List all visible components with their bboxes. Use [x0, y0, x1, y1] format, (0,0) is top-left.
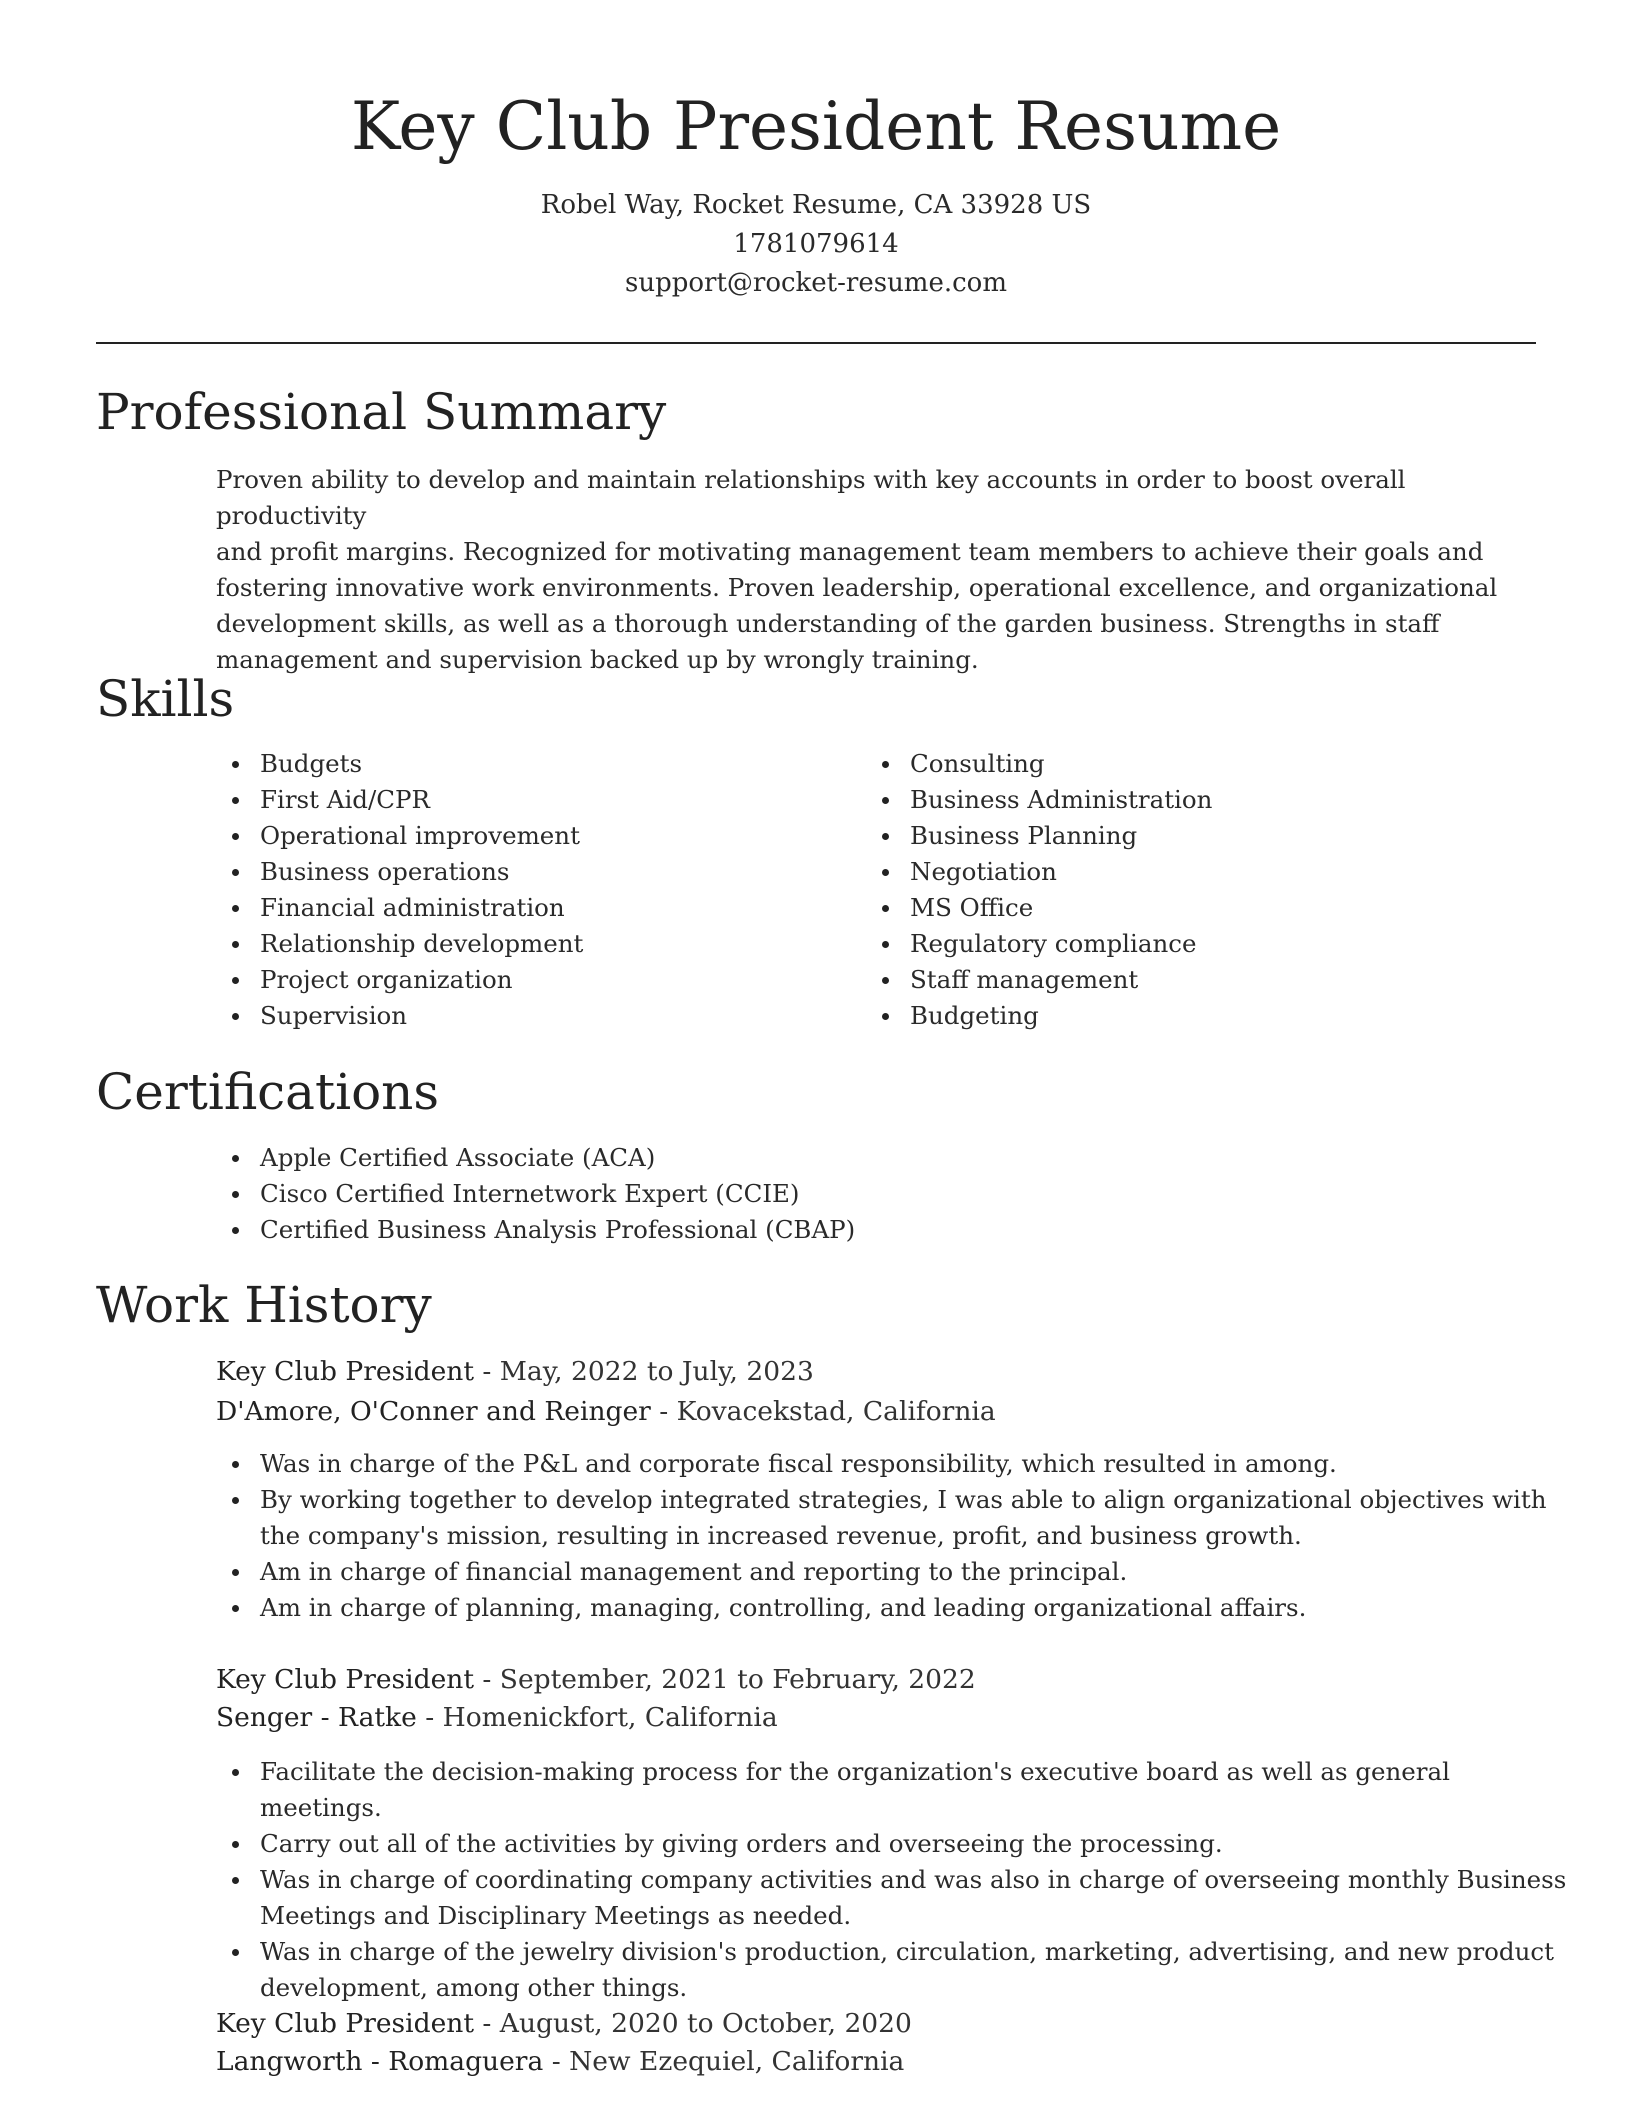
job-company-line: [216, 1699, 1516, 1737]
certification-item: Apple Certified Associate (ACA): [260, 1140, 1460, 1176]
job-company-line: [216, 1393, 1516, 1431]
job-duty: Am in charge of planning, managing, controlling, and leading organizational affairs.: [260, 1590, 1570, 1626]
summary-text: [216, 462, 1506, 678]
summary-line: development skills, as well as a thorough understanding of the garden business. Strengths in staff: [216, 609, 1440, 638]
contact-address: Robel Way, Rocket Resume, CA 33928 US: [540, 190, 1092, 220]
job-company: D'Amore, O'Conner and Reinger: [216, 1396, 651, 1427]
header-divider: [96, 342, 1536, 344]
job-dates: - May, 2022 to July, 2023: [474, 1356, 814, 1387]
skill-item: Business Administration: [910, 782, 1490, 818]
summary-line: fostering innovative work environments. Proven leadership, operational excellence, and organizational: [216, 573, 1498, 602]
job-duties-list: [216, 1754, 1570, 2006]
job-duty: Am in charge of financial management and reporting to the principal.: [260, 1554, 1570, 1590]
skill-item: Financial administration: [260, 890, 840, 926]
job-title-line: [216, 2005, 1516, 2043]
skill-item: Budgeting: [910, 998, 1490, 1034]
job-company: Senger - Ratke: [216, 1702, 417, 1733]
skill-item: Consulting: [910, 746, 1490, 782]
skill-item: Business operations: [260, 854, 840, 890]
job-company-line: [216, 2043, 1516, 2081]
skill-item: MS Office: [910, 890, 1490, 926]
job-duty: Facilitate the decision-making process for the organization's executive board as well as general meetings.: [260, 1754, 1570, 1826]
job-duty: Was in charge of coordinating company activities and was also in charge of overseeing monthly Business Meetings and Disciplinary Meetings as needed.: [260, 1862, 1570, 1934]
summary-line: and profit margins. Recognized for motivating management team members to achieve their goals and: [216, 537, 1484, 566]
skills-list-right: [866, 746, 1490, 1034]
job-dates: - August, 2020 to October, 2020: [474, 2008, 912, 2039]
skill-item: Supervision: [260, 998, 840, 1034]
certifications-list: [216, 1140, 1460, 1248]
certifications-heading: Certifications: [96, 1063, 440, 1121]
certification-item: Cisco Certified Internetwork Expert (CCIE): [260, 1176, 1460, 1212]
job-location: - New Ezequiel, California: [543, 2046, 905, 2077]
job-role: Key Club President: [216, 2008, 474, 2039]
job-duty: Was in charge of the P&L and corporate fiscal responsibility, which resulted in among.: [260, 1446, 1570, 1482]
contact-email[interactable]: support@rocket-resume.com: [624, 268, 1007, 298]
contact-phone: 1781079614: [733, 229, 899, 259]
resume-title: Key Club President Resume: [350, 88, 1282, 165]
skill-item: Project organization: [260, 962, 840, 998]
job-dates: - September, 2021 to February, 2022: [474, 1664, 976, 1695]
job-role: Key Club President: [216, 1664, 474, 1695]
job-role: Key Club President: [216, 1356, 474, 1387]
job-location: - Kovacekstad, California: [650, 1396, 996, 1427]
skill-item: Regulatory compliance: [910, 926, 1490, 962]
skills-heading: Skills: [96, 670, 235, 728]
skill-item: Negotiation: [910, 854, 1490, 890]
skill-item: Budgets: [260, 746, 840, 782]
skill-item: Relationship development: [260, 926, 840, 962]
resume-header: [96, 80, 1536, 303]
skill-item: First Aid/CPR: [260, 782, 840, 818]
skill-item: Business Planning: [910, 818, 1490, 854]
summary-heading: Professional Summary: [96, 383, 667, 441]
job-duty: Carry out all of the activities by giving orders and overseeing the processing.: [260, 1826, 1570, 1862]
job-duty: Was in charge of the jewelry division's production, circulation, marketing, advertising, and new product development, among other things.: [260, 1934, 1570, 2006]
certification-item: Certified Business Analysis Professional (CBAP): [260, 1212, 1460, 1248]
job-title-line: [216, 1661, 1516, 1699]
job-duty: By working together to develop integrated strategies, I was able to align organizational objectives with the company's mission, resulting in increased revenue, profit, and business growth.: [260, 1482, 1570, 1554]
job-duties-list: [216, 1446, 1570, 1626]
skill-item: Operational improvement: [260, 818, 840, 854]
summary-line: Proven ability to develop and maintain relationships with key accounts in order to boost overall productivity: [216, 465, 1406, 530]
job-title-line: [216, 1353, 1516, 1391]
summary-line: management and supervision backed up by wrongly training.: [216, 645, 979, 674]
job-company: Langworth - Romaguera: [216, 2046, 544, 2077]
work-history-heading: Work History: [96, 1276, 432, 1334]
skills-list-left: [216, 746, 840, 1034]
job-location: - Homenickfort, California: [416, 1702, 778, 1733]
skill-item: Staff management: [910, 962, 1490, 998]
